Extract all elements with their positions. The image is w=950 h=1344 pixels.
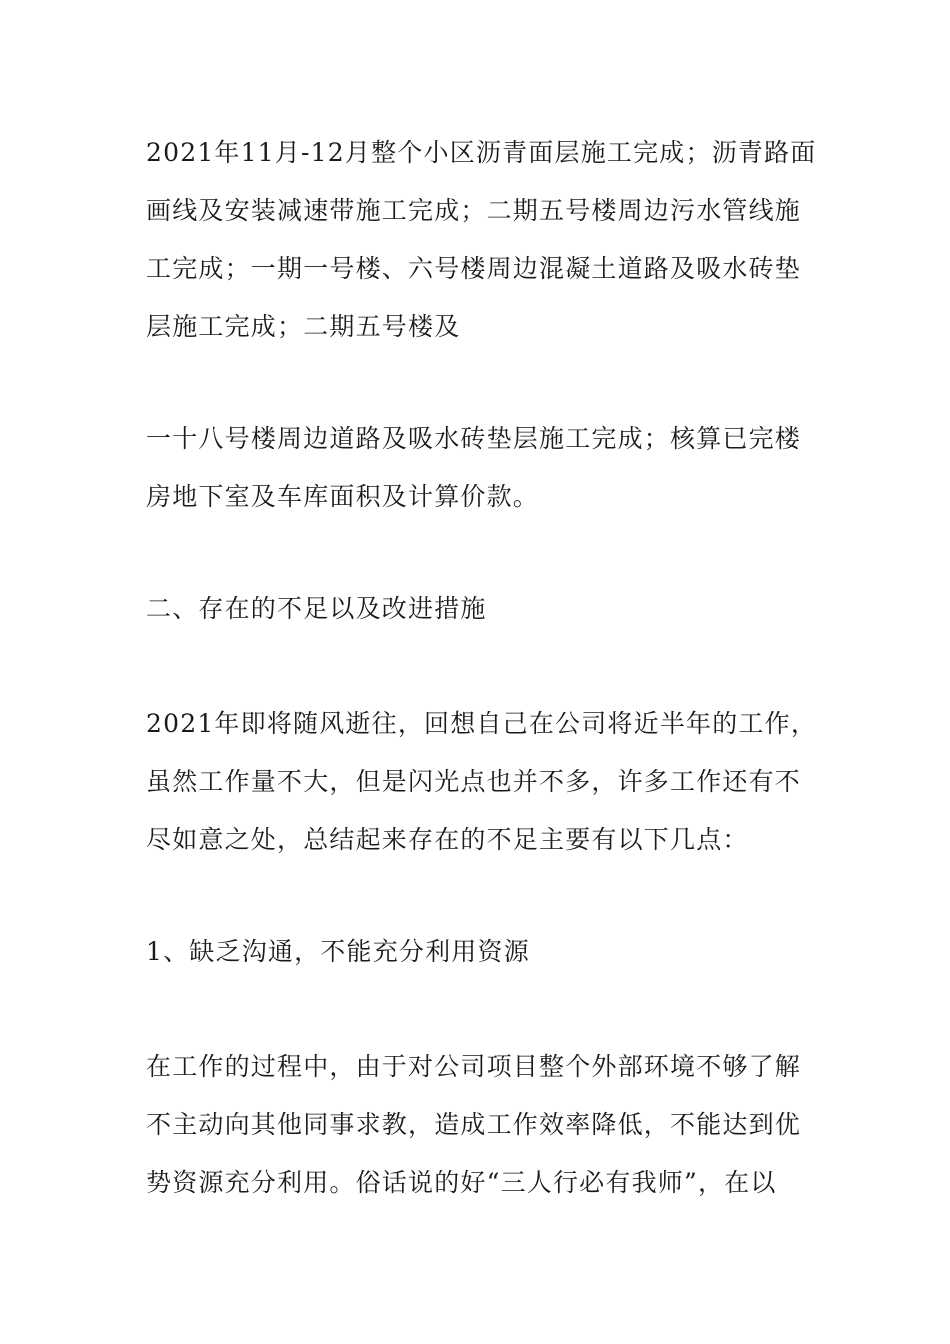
text-line: 层施工完成；二期五号楼及 [146,312,461,341]
text-line: 势资源充分利用。俗话说的好“三人行必有我师”，在以 [146,1168,777,1197]
paragraph-construction-progress [146,124,817,356]
text-line: 在工作的过程中，由于对公司项目整个外部环境不够了解 [146,1052,802,1081]
heading-text: 1、缺乏沟通，不能充分利用资源 [146,937,530,966]
heading-text: 二、存在的不足以及改进措施 [146,594,487,623]
text-line: 虽然工作量不大，但是闪光点也并不多，许多工作还有不 [146,767,802,796]
text-line: 房地下室及车库面积及计算价款。 [146,482,540,511]
section-heading-shortcomings [146,580,806,638]
text-line: 一十八号楼周边道路及吸水砖垫层施工完成；核算已完楼 [146,424,802,453]
text-line: 工完成；一期一号楼、六号楼周边混凝土道路及吸水砖垫 [146,254,802,283]
subheading-lack-of-communication [146,923,806,981]
text-line: 画线及安装减速带施工完成；二期五号楼周边污水管线施 [146,196,802,225]
paragraph-year-review [146,695,818,869]
text-line: 2021年11月-12月整个小区沥青面层施工完成；沥青路面 [146,138,817,167]
paragraph-construction-progress-continued [146,410,806,526]
text-line: 2021年即将随风逝往，回想自己在公司将近半年的工作， [146,709,818,738]
paragraph-communication-detail [146,1038,806,1212]
text-line: 不主动向其他同事求教，造成工作效率降低，不能达到优 [146,1110,802,1139]
text-line: 尽如意之处，总结起来存在的不足主要有以下几点： [146,825,749,854]
